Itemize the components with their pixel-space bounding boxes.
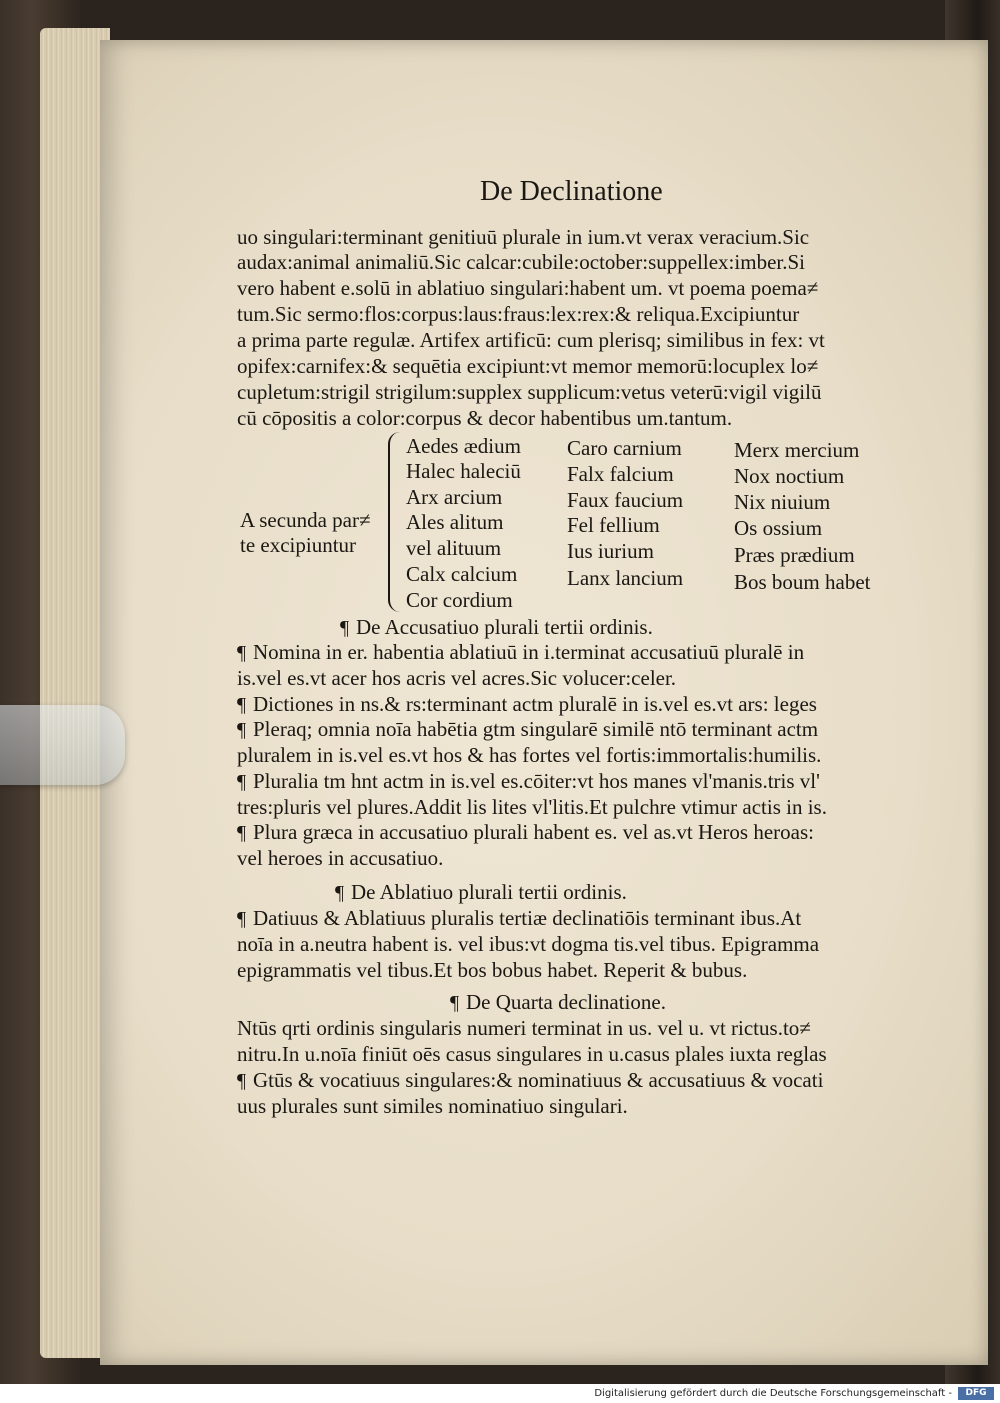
exception-item: Os ossium xyxy=(734,516,823,540)
pilcrow-icon: ¶ xyxy=(237,908,247,930)
heading-text: De Ablatiuo plurali tertii ordinis. xyxy=(351,880,627,904)
pilcrow-icon: ¶ xyxy=(237,642,247,664)
body-line xyxy=(237,769,820,794)
line-text: Dictiones in ns.& rs:terminant actm pluralē in is.vel es.vt ars: leges xyxy=(253,692,817,716)
body-line: tum.Sic sermo:flos:corpus:laus:fraus:lex:rex:& reliqua.Excipiuntur xyxy=(237,302,800,326)
line-text: Gtūs & vocatiuus singulares:& nominatiuus & accusatiuus & vocati xyxy=(253,1068,824,1092)
exception-item: Aedes ædium xyxy=(406,434,521,458)
pilcrow-icon: ¶ xyxy=(237,1070,247,1092)
body-line: vel heroes in accusatiuo. xyxy=(237,846,444,870)
exception-item: Nox noctium xyxy=(734,464,845,488)
exception-item: Bos boum habet xyxy=(734,570,871,594)
section-heading-fourth xyxy=(450,990,666,1015)
body-line: uo singulari:terminant genitiuū plurale in ium.vt verax veracium.Sic xyxy=(237,225,810,249)
exception-item: Halec haleciū xyxy=(406,459,521,483)
exception-item: Fel fellium xyxy=(567,513,660,537)
line-text: Pleraq; omnia noīa habētia gtm singularē similē ntō terminant actm xyxy=(253,717,819,741)
pilcrow-icon: ¶ xyxy=(237,822,247,844)
exception-item: Faux faucium xyxy=(567,488,684,512)
body-line: nitru.In u.noīa finiūt oēs casus singulares in u.casus plales iuxta reglas xyxy=(237,1042,827,1066)
body-line: opifex:carnifex:& sequētia excipiunt:vt memor memorū:locuplex lo≠ xyxy=(237,354,819,378)
pilcrow-icon: ¶ xyxy=(450,992,460,1014)
page-header: De Declinatione xyxy=(480,176,663,207)
body-line xyxy=(237,1068,823,1093)
body-line xyxy=(237,640,804,665)
pilcrow-icon: ¶ xyxy=(237,771,247,793)
line-text: Plura græca in accusatiuo plurali habent es. vel as.vt Heros heroas: xyxy=(253,820,814,844)
body-line: noīa in a.neutra habent is. vel ibus:vt dogma tis.vel tibus. Epigramma xyxy=(237,932,820,956)
exception-item: Cor cordium xyxy=(406,588,513,612)
body-line: epigrammatis vel tibus.Et bos bobus habet. Reperit & bubus. xyxy=(237,958,748,982)
line-text: Datiuus & Ablatiuus pluralis tertiæ declinatiōis terminant ibus.At xyxy=(253,906,802,930)
body-line xyxy=(237,692,817,717)
footer-bar xyxy=(0,1384,1000,1403)
pilcrow-icon: ¶ xyxy=(335,882,345,904)
exception-item: vel alituum xyxy=(406,536,502,560)
section-heading-ablative xyxy=(335,880,627,905)
body-line: pluralem in is.vel es.vt hos & has fortes vel fortis:immortalis:humilis. xyxy=(237,743,822,767)
exception-item: Ales alitum xyxy=(406,510,504,534)
plastic-clip xyxy=(0,705,125,785)
pilcrow-icon: ¶ xyxy=(237,694,247,716)
body-line: is.vel es.vt acer hos acris vel acres.Sic volucer:celer. xyxy=(237,666,677,690)
pilcrow-icon: ¶ xyxy=(340,617,350,639)
exception-item: Ius iurium xyxy=(567,539,654,563)
exception-label: A secunda par≠ xyxy=(240,508,371,532)
line-text: Nomina in er. habentia ablatiuū in i.terminat accusatiuū pluralē in xyxy=(253,640,805,664)
line-text: Pluralia tm hnt actm in is.vel es.cōiter:vt hos manes vl'manis.tris vl' xyxy=(253,769,820,793)
body-line xyxy=(237,820,814,845)
heading-text: De Quarta declinatione. xyxy=(466,990,666,1014)
exception-item: Merx mercium xyxy=(734,438,860,462)
body-line: a prima parte regulæ. Artifex artificū: cum plerisq; similibus in fex: vt xyxy=(237,328,825,352)
footer-credit: Digitalisierung gefördert durch die Deutsche Forschungsgemeinschaft - xyxy=(594,1388,952,1399)
body-line: Ntūs qrti ordinis singularis numeri terminat in us. vel u. vt rictus.to≠ xyxy=(237,1016,811,1040)
body-line: tres:pluris vel plures.Addit lis lites vl'litis.Et pulchre vtimur actis in is. xyxy=(237,795,827,819)
exception-item: Præs prædium xyxy=(734,543,855,567)
body-line: audax:animal animaliū.Sic calcar:cubile:october:suppellex:imber.Si xyxy=(237,250,805,274)
dfg-logo: DFG xyxy=(958,1387,994,1400)
exception-item: Arx arcium xyxy=(406,485,503,509)
body-line: uus plurales sunt similes nominatiuo singulari. xyxy=(237,1094,628,1118)
section-heading-accusative xyxy=(340,615,653,640)
exception-item: Nix niuium xyxy=(734,490,831,514)
pilcrow-icon: ¶ xyxy=(237,719,247,741)
exception-item: Lanx lancium xyxy=(567,566,684,590)
exception-item: Falx falcium xyxy=(567,462,674,486)
brace xyxy=(388,432,404,612)
body-line xyxy=(237,906,801,931)
heading-text: De Accusatiuo plurali tertii ordinis. xyxy=(356,615,653,639)
body-line: vero habent e.solū in ablatiuo singulari:habent um. vt poema poema≠ xyxy=(237,276,819,300)
exception-item: Calx calcium xyxy=(406,562,518,586)
exception-item: Caro carnium xyxy=(567,436,682,460)
body-line: cū cōpositis a color:corpus & decor habentibus um.tantum. xyxy=(237,406,733,430)
exception-label: te excipiuntur xyxy=(240,533,357,557)
body-line xyxy=(237,717,818,742)
body-line: cupletum:strigil strigilum:supplex supplicum:vetus veterū:vigil vigilū xyxy=(237,380,822,404)
